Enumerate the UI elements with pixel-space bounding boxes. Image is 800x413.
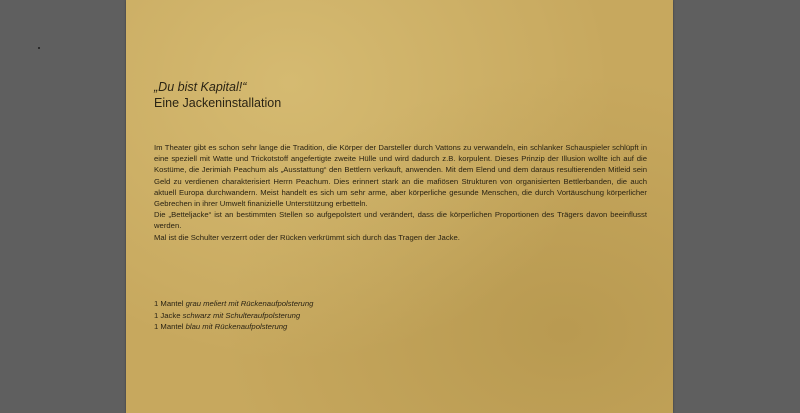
document-page xyxy=(126,0,673,413)
title-block xyxy=(154,79,281,111)
page-title: „Du bist Kapital!“ xyxy=(154,80,247,94)
list-item xyxy=(154,310,313,322)
paragraph: Die „Betteljacke“ ist an bestimmten Stellen so aufgepolstert und verändert, dass die körperlichen Proportionen des Trägers davon beeinflusst werden. xyxy=(154,210,647,231)
item-desc: blau mit Rückenaufpolsterung xyxy=(185,322,288,331)
list-item xyxy=(154,321,313,333)
paragraph: Im Theater gibt es schon sehr lange die Tradition, die Körper der Darsteller durch Vattons zu verwandeln, ein schlanker Schauspieler schlüpft in eine speziell mit Watte und Trickotstoff angefertigte zweite Hülle und wird dadurch z.B. korpulent. Dieses Prinzip der Illusion wollte ich auf die Kostüme, die Jerimiah Peachum als „Ausstattung“ den Bettlern verkauft, anwenden. Mit dem Elend und dem daraus resultierenden Mitleid sein Geld zu verdienen charakterisiert Herrn Peachum. Dies erinnert stark an die mafiösen Strukturen von organisierten Bettlerbanden, die auch aktuell Europa durchwandern. Meist handelt es sich um sehr arme, aber körperliche gesunde Menschen, die durch Vortäuschung körperlicher Gebrechen in ihrer Umwelt finanizielle Unterstützung erbetteln. xyxy=(154,143,647,209)
list-item xyxy=(154,298,313,310)
item-desc: grau meliert mit Rückenaufpolsterung xyxy=(185,299,314,308)
stray-dot xyxy=(38,47,40,49)
item-qty: 1 Mantel xyxy=(154,322,186,331)
page-subtitle: Eine Jackeninstallation xyxy=(154,96,282,110)
item-list xyxy=(154,298,313,333)
item-qty: 1 Mantel xyxy=(154,299,186,308)
body-text xyxy=(154,142,647,243)
item-desc: schwarz mit Schulteraufpolsterung xyxy=(182,310,301,320)
item-qty: 1 Jacke xyxy=(154,310,183,320)
paragraph: Mal ist die Schulter verzerrt oder der Rücken verkrümmt sich durch das Tragen der Jacke. xyxy=(154,232,460,242)
